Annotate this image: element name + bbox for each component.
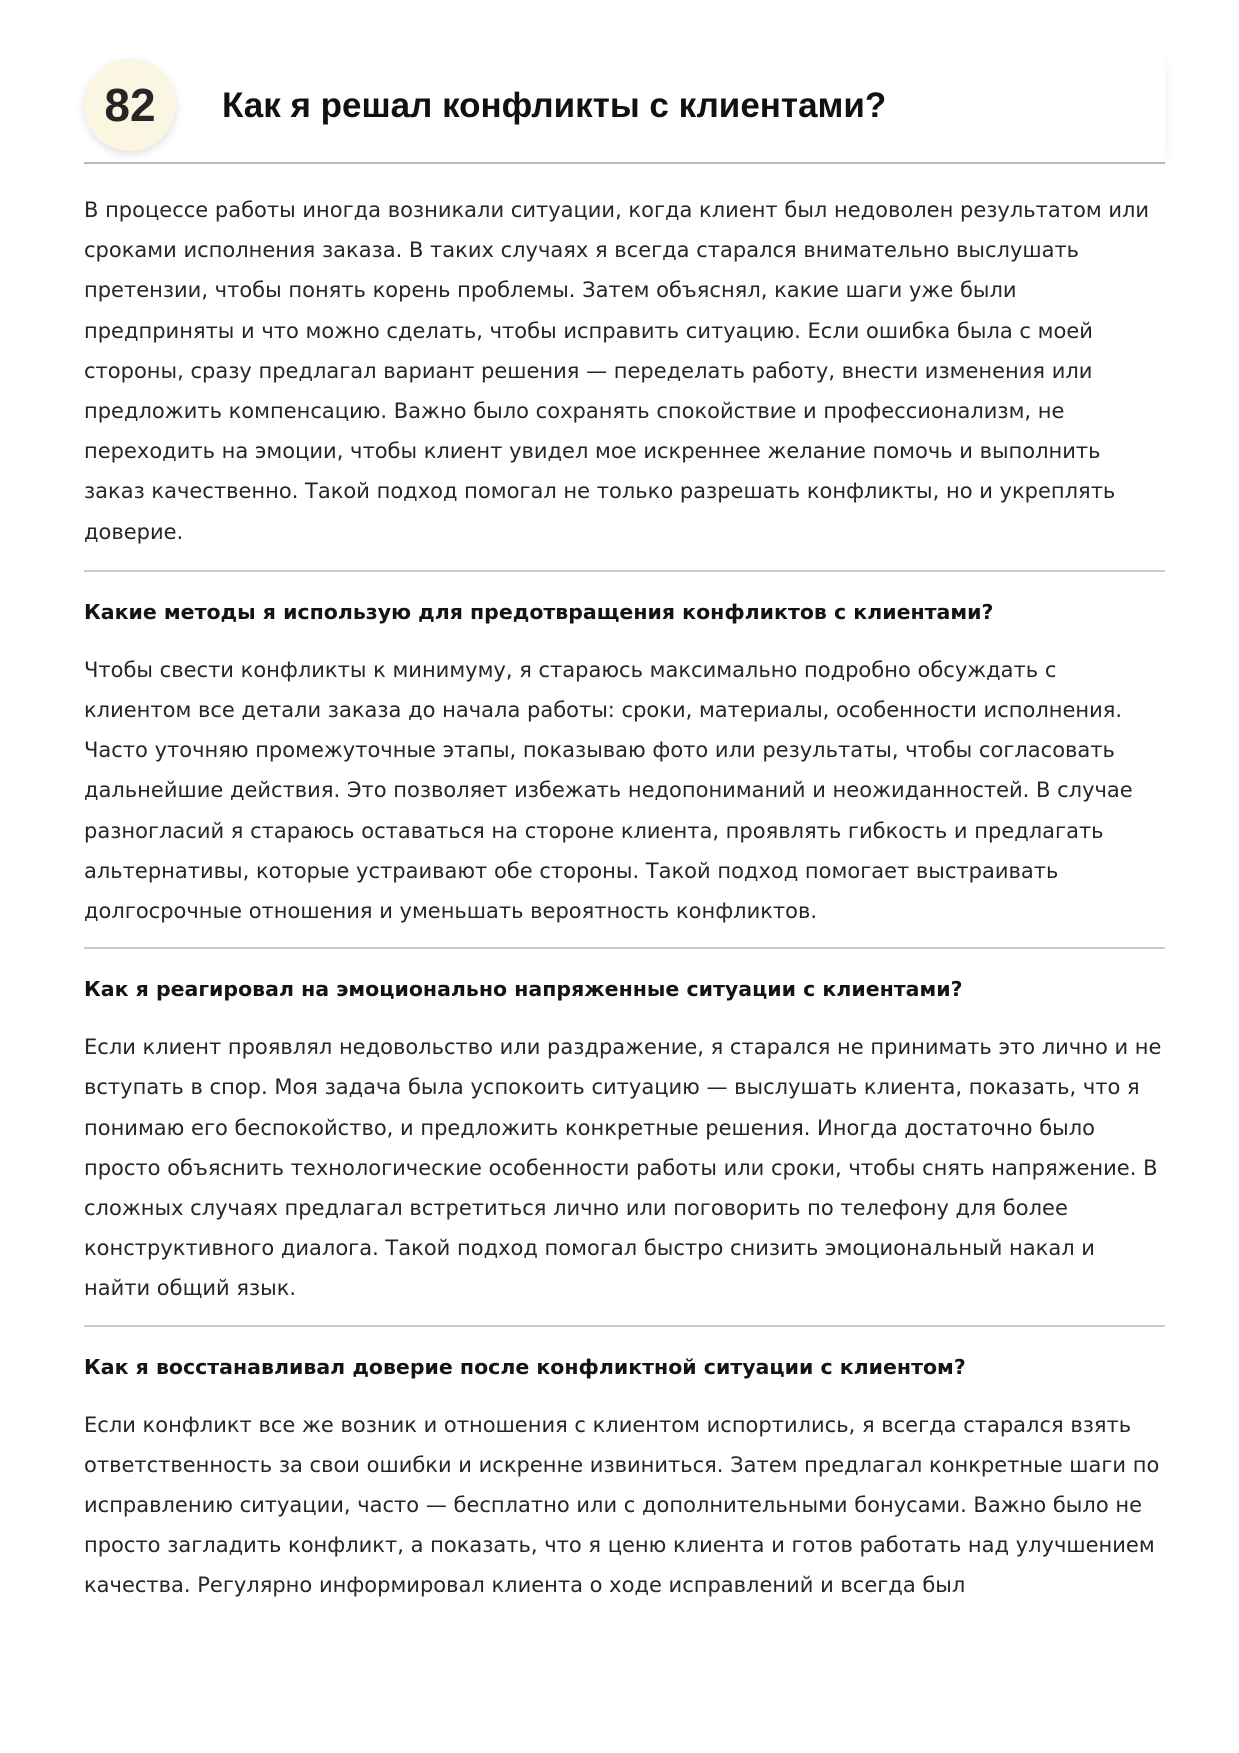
page-header bbox=[84, 56, 1165, 164]
question-title: Как я реагировал на эмоционально напряженные ситуации с клиентами? bbox=[84, 977, 963, 1002]
question-title: Какие методы я использую для предотвращения конфликтов с клиентами? bbox=[84, 599, 994, 624]
page-title: Как я решал конфликты с клиентами? bbox=[222, 86, 887, 125]
answer-paragraph: Если конфликт все же возник и отношения с клиентом испортились, я всегда старался взять ответственность за свои ошибки и искренне извиниться. Затем предлагал конкретные шаги по исправлению ситуации, часто — бесплатно или с дополнительными бонусами. Важно было не просто загладить конфликт, а показать, что я ценю клиента и готов работать над улучшением качества. Регулярно информировал клиента о ходе исправлений и всегда был bbox=[84, 1412, 1160, 1598]
answer-paragraph: Чтобы свести конфликты к минимуму, я стараюсь максимально подробно обсуждать с клиентом все детали заказа до начала работы: сроки, материалы, особенности исполнения. Часто уточняю промежуточные этапы, показываю фото или результаты, чтобы согласовать дальнейшие действия. Это позволяет избежать недопониманий и неожиданностей. В случае разногласий я стараюсь оставаться на стороне клиента, проявлять гибкость и предлагать альтернативы, которые устраивают обе стороны. Такой подход помогает выстраивать долгосрочные отношения и уменьшать вероятность конфликтов. bbox=[84, 657, 1133, 924]
document-page bbox=[84, 56, 1165, 1622]
intro-section bbox=[84, 164, 1165, 572]
intro-paragraph: В процессе работы иногда возникали ситуации, когда клиент был недоволен результатом или сроками исполнения заказа. В таких случаях я всегда старался внимательно выслушать претензии, чтобы понять корень проблемы. Затем объяснял, какие шаги уже были предприняты и что можно сделать, чтобы исправить ситуацию. Если ошибка была с моей стороны, сразу предлагал вариант решения — переделать работу, внести изменения или предложить компенсацию. Важно было сохранять спокойствие и профессионализм, не переходить на эмоции, чтобы клиент увидел мое искреннее желание помочь и выполнить заказ качественно. Такой подход помогал не только разрешать конфликты, но и укреплять доверие. bbox=[84, 198, 1150, 544]
question-section-3 bbox=[84, 1327, 1165, 1622]
question-section-1 bbox=[84, 572, 1165, 949]
page-number-badge: 82 bbox=[84, 59, 176, 151]
question-title: Как я восстанавливал доверие после конфликтной ситуации с клиентом? bbox=[84, 1354, 966, 1379]
question-section-2 bbox=[84, 949, 1165, 1326]
answer-paragraph: Если клиент проявлял недовольство или раздражение, я старался не принимать это лично и не вступать в спор. Моя задача была успокоить ситуацию — выслушать клиента, показать, что я понимаю его беспокойство, и предложить конкретные решения. Иногда достаточно было просто объяснить технологические особенности работы или сроки, чтобы снять напряжение. В сложных случаях предлагал встретиться лично или поговорить по телефону для более конструктивного диалога. Такой подход помогал быстро снизить эмоциональный накал и найти общий язык. bbox=[84, 1035, 1162, 1301]
